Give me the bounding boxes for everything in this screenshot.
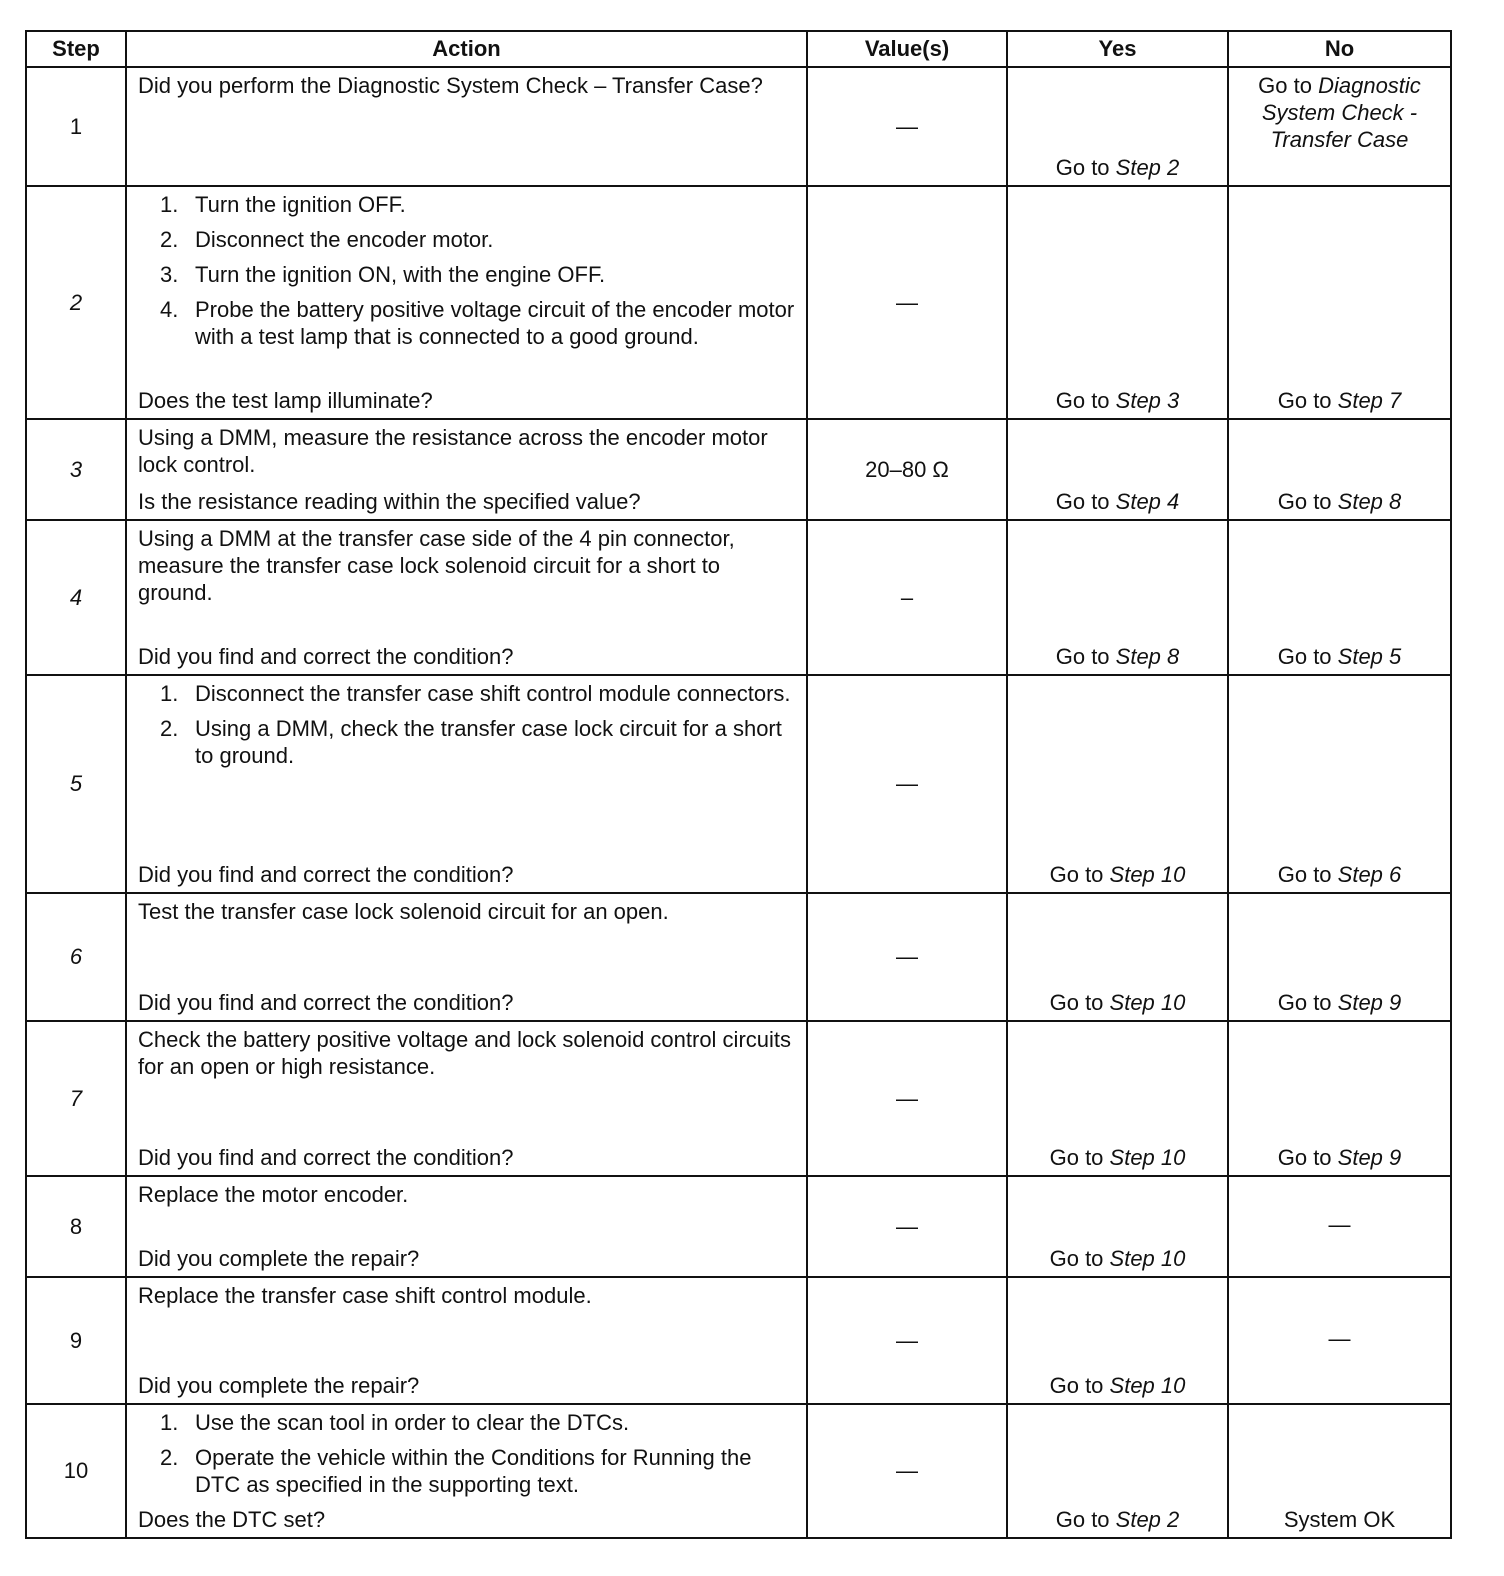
action-question: Does the test lamp illuminate?	[138, 388, 433, 413]
yes-prefix: Go to	[1055, 644, 1116, 669]
action-cell	[126, 1021, 807, 1176]
yes-target: Step 10	[1109, 1246, 1186, 1271]
action-text: Test the transfer case lock solenoid circuit for an open.	[138, 899, 669, 924]
no-target: Step 5	[1337, 644, 1402, 669]
yes-prefix: Go to	[1055, 155, 1116, 180]
action-question: Did you find and correct the condition?	[138, 644, 514, 669]
action-step-text: Using a DMM, check the transfer case lock circuit for a short to ground.	[195, 716, 782, 768]
value-cell: —	[807, 1404, 1007, 1538]
action-step: 1. Turn the ignition OFF.	[160, 192, 406, 217]
header-values: Value(s)	[807, 31, 1007, 67]
action-text: Did you perform the Diagnostic System Check – Transfer Case?	[138, 73, 763, 98]
action-step-text: Turn the ignition ON, with the engine OFF.	[195, 262, 606, 287]
no-prefix: Go to	[1277, 862, 1338, 887]
yes-cell	[1007, 675, 1228, 893]
action-step: 3. Turn the ignition ON, with the engine OFF.	[160, 262, 606, 287]
no-cell	[1228, 1404, 1451, 1538]
action-text: Using a DMM at the transfer case side of the 4 pin connector, measure the transfer case lock solenoid circuit for a short to ground.	[138, 526, 735, 605]
header-action: Action	[126, 31, 807, 67]
action-step-text: Operate the vehicle within the Conditions for Running the DTC as specified in the supporting text.	[195, 1445, 752, 1497]
action-question: Does the DTC set?	[138, 1507, 326, 1532]
step-number: 5	[26, 675, 126, 893]
action-question: Did you complete the repair?	[138, 1373, 420, 1398]
yes-target: Step 3	[1115, 388, 1180, 413]
yes-prefix: Go to	[1055, 489, 1116, 514]
step-number: 7	[26, 1021, 126, 1176]
action-step-text: Probe the battery positive voltage circuit of the encoder motor with a test lamp that is connected to a good ground.	[195, 297, 795, 349]
action-step: 4. Probe the battery positive voltage circuit of the encoder motor with a test lamp that is connected to a good ground.	[160, 297, 795, 349]
yes-cell	[1007, 1021, 1228, 1176]
yes-cell	[1007, 1404, 1228, 1538]
action-step-text: Disconnect the transfer case shift control module connectors.	[195, 681, 791, 706]
no-prefix: System OK	[1283, 1507, 1396, 1532]
no-prefix: Go to	[1258, 73, 1319, 98]
no-prefix: Go to	[1277, 489, 1338, 514]
table-row	[26, 893, 1451, 1021]
no-prefix: Go to	[1277, 388, 1338, 413]
value-cell: —	[807, 675, 1007, 893]
table-row	[26, 1277, 1451, 1404]
value-cell: —	[807, 1176, 1007, 1277]
table-row	[26, 1404, 1451, 1538]
yes-target: Step 8	[1115, 644, 1180, 669]
table-row	[26, 1021, 1451, 1176]
yes-cell	[1007, 419, 1228, 520]
action-step: 2. Using a DMM, check the transfer case lock circuit for a short to ground.	[138, 715, 796, 769]
value-cell: 20–80 Ω	[807, 419, 1007, 520]
value-cell: —	[807, 186, 1007, 419]
step-number: 8	[26, 1176, 126, 1277]
yes-prefix: Go to	[1055, 388, 1116, 413]
action-question: Did you find and correct the condition?	[138, 862, 514, 887]
action-question: Did you find and correct the condition?	[138, 1145, 514, 1170]
action-text: Using a DMM, measure the resistance across the encoder motor lock control.	[138, 425, 768, 477]
yes-target: Step 10	[1109, 1145, 1186, 1170]
yes-prefix: Go to	[1049, 1373, 1110, 1398]
no-target: Step 9	[1337, 1145, 1402, 1170]
yes-target: Step 10	[1109, 990, 1186, 1015]
yes-cell	[1007, 1277, 1228, 1404]
table-row	[26, 520, 1451, 675]
action-step-text: Disconnect the encoder motor.	[195, 227, 494, 252]
header-no: No	[1228, 31, 1451, 67]
no-target: Step 6	[1337, 862, 1402, 887]
diagnostic-table	[25, 30, 1452, 1539]
no-target: Step 7	[1337, 388, 1402, 413]
no-prefix: Go to	[1277, 1145, 1338, 1170]
action-steps	[138, 1409, 796, 1506]
yes-target: Step 10	[1109, 1373, 1186, 1398]
action-question: Did you complete the repair?	[138, 1246, 420, 1271]
no-target: Step 9	[1337, 990, 1402, 1015]
action-cell	[126, 893, 807, 1021]
table-row	[26, 186, 1451, 419]
step-number: 2	[26, 186, 126, 419]
no-prefix: —	[1328, 1211, 1351, 1237]
action-text: Check the battery positive voltage and lock solenoid control circuits for an open or high resistance.	[138, 1027, 792, 1079]
no-prefix: Go to	[1277, 990, 1338, 1015]
value-cell: —	[807, 1021, 1007, 1176]
action-cell	[126, 520, 807, 675]
action-cell	[126, 1176, 807, 1277]
action-steps	[138, 191, 796, 358]
no-cell	[1228, 520, 1451, 675]
no-cell	[1228, 1021, 1451, 1176]
step-number: 1	[26, 67, 126, 186]
action-text: Replace the transfer case shift control module.	[138, 1283, 592, 1308]
value-cell: –	[807, 520, 1007, 675]
action-cell	[126, 419, 807, 520]
no-cell	[1228, 419, 1451, 520]
yes-cell	[1007, 893, 1228, 1021]
action-cell	[126, 67, 807, 186]
header-yes: Yes	[1007, 31, 1228, 67]
no-cell	[1228, 1277, 1451, 1404]
yes-prefix: Go to	[1055, 1507, 1116, 1532]
action-question: Is the resistance reading within the specified value?	[138, 489, 641, 514]
yes-prefix: Go to	[1049, 990, 1110, 1015]
action-steps	[138, 680, 796, 777]
value-cell: —	[807, 893, 1007, 1021]
no-cell	[1228, 1176, 1451, 1277]
action-step-text: Use the scan tool in order to clear the DTCs.	[195, 1410, 630, 1435]
yes-cell	[1007, 67, 1228, 186]
action-step: 1. Use the scan tool in order to clear the DTCs.	[160, 1410, 630, 1435]
action-cell	[126, 675, 807, 893]
yes-cell	[1007, 520, 1228, 675]
no-target: Diagnostic System Check - Transfer Case	[1261, 73, 1421, 152]
step-number: 3	[26, 419, 126, 520]
header-step: Step	[26, 31, 126, 67]
no-cell	[1228, 67, 1451, 186]
yes-prefix: Go to	[1049, 1145, 1110, 1170]
yes-target: Step 2	[1115, 155, 1180, 180]
table-row	[26, 675, 1451, 893]
yes-target: Step 10	[1109, 862, 1186, 887]
value-cell: —	[807, 67, 1007, 186]
yes-cell	[1007, 186, 1228, 419]
yes-prefix: Go to	[1049, 862, 1110, 887]
no-prefix: Go to	[1277, 644, 1338, 669]
action-question: Did you find and correct the condition?	[138, 990, 514, 1015]
action-cell	[126, 1277, 807, 1404]
header-row	[26, 31, 1451, 67]
no-cell	[1228, 186, 1451, 419]
yes-target: Step 2	[1115, 1507, 1180, 1532]
no-prefix: —	[1328, 1325, 1351, 1351]
value-cell: —	[807, 1277, 1007, 1404]
yes-target: Step 4	[1115, 489, 1180, 514]
step-number: 10	[26, 1404, 126, 1538]
action-step: 2. Operate the vehicle within the Conditions for Running the DTC as specified in the supporting text.	[138, 1444, 796, 1498]
action-step: 2. Disconnect the encoder motor.	[160, 227, 494, 252]
action-step: 1. Disconnect the transfer case shift control module connectors.	[160, 681, 791, 706]
no-cell	[1228, 675, 1451, 893]
table-row	[26, 67, 1451, 186]
step-number: 6	[26, 893, 126, 1021]
action-step-text: Turn the ignition OFF.	[195, 192, 406, 217]
action-text: Replace the motor encoder.	[138, 1182, 409, 1207]
table-row	[26, 1176, 1451, 1277]
action-cell	[126, 1404, 807, 1538]
yes-cell	[1007, 1176, 1228, 1277]
action-cell	[126, 186, 807, 419]
step-number: 4	[26, 520, 126, 675]
step-number: 9	[26, 1277, 126, 1404]
yes-prefix: Go to	[1049, 1246, 1110, 1271]
no-target: Step 8	[1337, 489, 1402, 514]
no-cell	[1228, 893, 1451, 1021]
table-row	[26, 419, 1451, 520]
